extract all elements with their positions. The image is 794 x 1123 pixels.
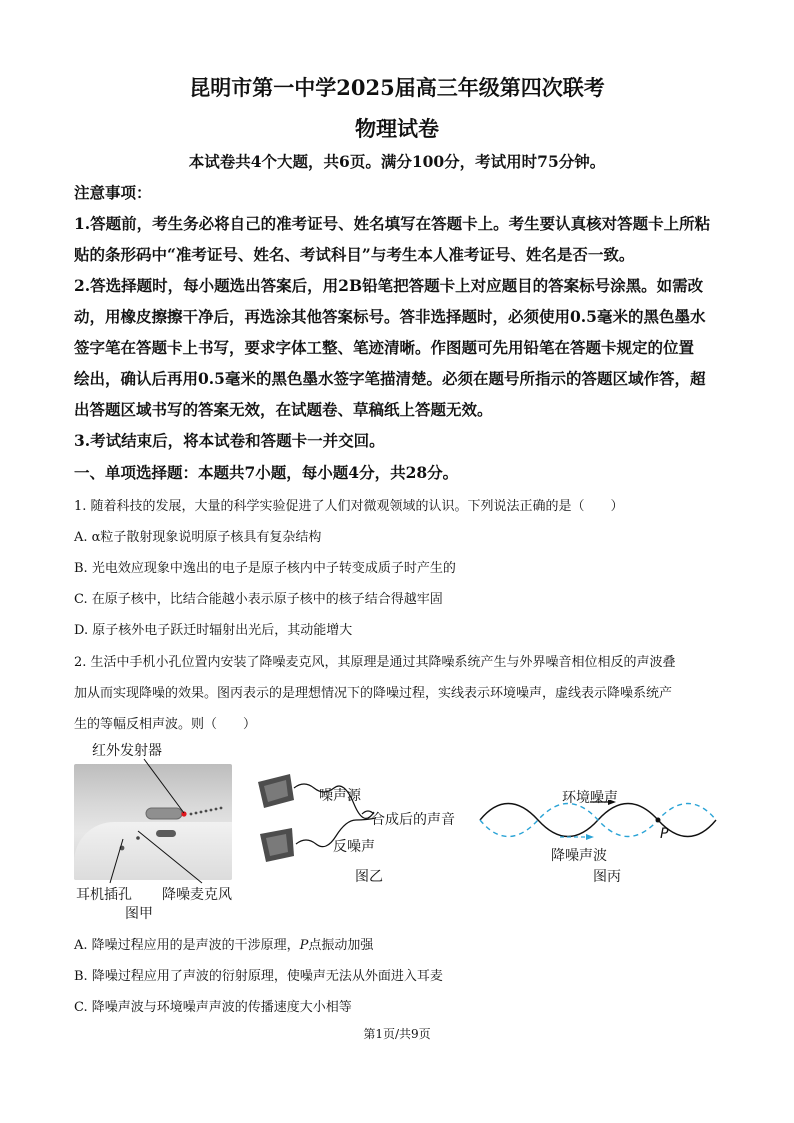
figure-bing-label-anti: 降噪声波 — [551, 848, 607, 864]
notes-line: 3.考试结束后，将本试卷和答题卡一并交回。 — [74, 431, 385, 450]
figure-bing-label-env: 环境噪声 — [562, 790, 618, 806]
point-p-marker — [656, 818, 661, 823]
question-1-option-a: A. α粒子散射现象说明原子核具有复杂结构 — [74, 530, 322, 545]
figure-jia-label-mic: 降噪麦克风 — [162, 887, 232, 903]
exam-title: 昆明市第一中学2025届高三年级第四次联考 — [189, 75, 605, 100]
question-2-stem: 生的等幅反相声波。则（ ） — [74, 717, 257, 732]
page-number: 第1页/共9页 — [363, 1027, 431, 1041]
figure-yi-label-source: 噪声源 — [319, 788, 361, 804]
exam-subject: 物理试卷 — [355, 116, 439, 141]
section-heading: 一、单项选择题：本题共7小题，每小题4分，共28分。 — [74, 463, 459, 482]
figure-bing-label-p: P — [660, 826, 669, 842]
figure-bing-waves — [478, 800, 723, 850]
notes-line: 签字笔在答题卡上书写，要求字体工整、笔迹清晰。作图题可先用铅笔在答题卡规定的位置 — [74, 338, 695, 357]
question-1-option-b: B. 光电效应现象中逸出的电子是原子核内中子转变成质子时产生的 — [74, 561, 456, 576]
question-1-option-d: D. 原子核外电子跃迁时辐射出光后，其动能增大 — [74, 623, 353, 638]
figure-yi-label-anti: 反噪声 — [333, 839, 375, 855]
figure-jia-leader-lines — [74, 755, 274, 895]
figure-jia-label-jack: 耳机插孔 — [76, 887, 132, 903]
question-2-option-b: B. 降噪过程应用了声波的衍射原理，使噪声无法从外面进入耳麦 — [74, 969, 443, 984]
figure-yi-label-combined: 合成后的声音 — [371, 812, 455, 828]
notes-line: 贴的条形码中“准考证号、姓名、考试科目”与考生本人准考证号、姓名是否一致。 — [74, 245, 635, 264]
exam-summary: 本试卷共4个大题，共6页。满分100分，考试用时75分钟。 — [188, 152, 606, 171]
figure-jia-label-ir: 红外发射器 — [92, 743, 162, 759]
question-2-option-c: C. 降噪声波与环境噪声声波的传播速度大小相等 — [74, 1000, 352, 1015]
notes-line: 出答题区域书写的答案无效，在试题卷、草稿纸上答题无效。 — [74, 400, 493, 419]
figure-yi-caption: 图乙 — [355, 869, 383, 885]
notes-line: 绘出，确认后再用0.5毫米的黑色墨水签字笔描清楚。必须在题号所指示的答题区域作答，超 — [74, 369, 706, 388]
figure-jia-caption: 图甲 — [125, 906, 153, 922]
question-2-stem: 加从而实现降噪的效果。图丙表示的是理想情况下的降噪过程，实线表示环境噪声，虚线表示降噪系统产 — [74, 686, 673, 701]
figure-bing-caption: 图丙 — [593, 869, 621, 885]
question-2-stem: 2. 生活中手机小孔位置内安装了降噪麦克风，其原理是通过其降噪系统产生与外界噪音相位相反的声波叠 — [74, 655, 676, 670]
question-2-option-a: A. 降噪过程应用的是声波的干涉原理，P点振动加强 — [74, 938, 374, 953]
notes-line: 动，用橡皮擦擦干净后，再选涂其他答案标号。答非选择题时，必须使用0.5毫米的黑色墨水 — [74, 307, 706, 326]
question-1-option-c: C. 在原子核中，比结合能越小表示原子核中的核子结合得越牢固 — [74, 592, 443, 607]
question-1-stem: 1. 随着科技的发展，大量的科学实验促进了人们对微观领域的认识。下列说法正确的是（ ） — [74, 499, 624, 514]
notes-heading: 注意事项： — [74, 183, 152, 202]
notes-line: 1.答题前，考生务必将自己的准考证号、姓名填写在答题卡上。考生要认真核对答题卡上所粘 — [74, 214, 711, 233]
notes-line: 2.答选择题时，每小题选出答案后，用2B铅笔把答题卡上对应题目的答案标号涂黑。如需改 — [74, 276, 704, 295]
